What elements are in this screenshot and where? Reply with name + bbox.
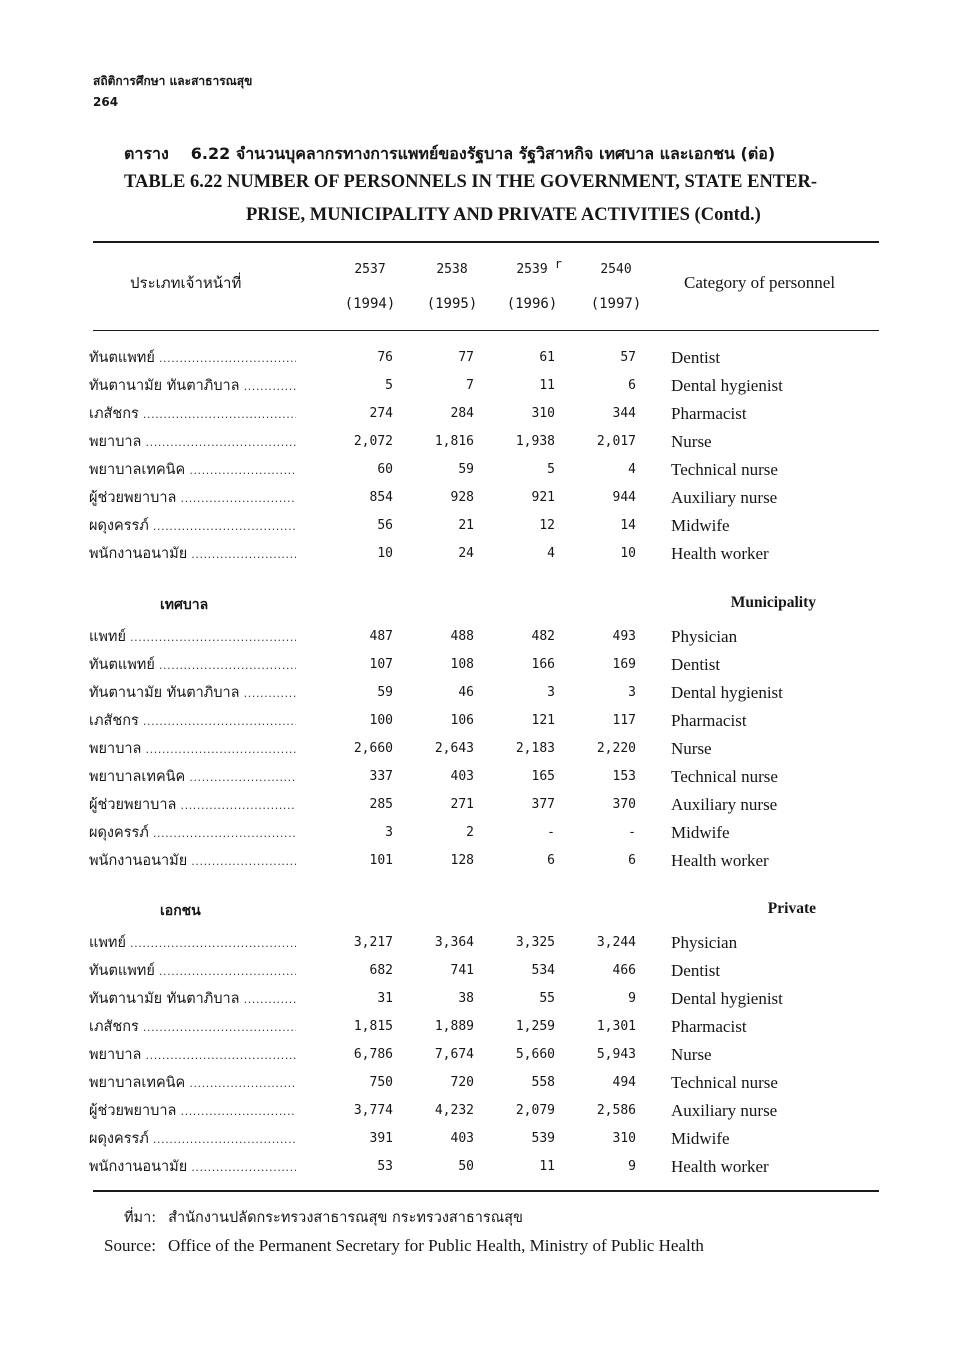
cell-value: 928 [450,490,474,505]
cell-value: 2,072 [353,434,393,449]
row-label-thai: ผดุงครรภ์ ..... [89,1129,296,1150]
row-label-thai: ทันตานามัย ทันตาภิบาล ..... [89,989,296,1010]
cell-value: 12 [539,518,555,533]
row-label-english: Health worker [671,1157,769,1176]
row-label-thai: ทันตแพทย์ ..... [89,348,296,369]
cell-value: 4 [628,462,636,477]
table-title-thai [124,142,775,167]
cell-value: 370 [612,797,636,812]
cell-value: 128 [450,853,474,868]
cell-value: 106 [450,713,474,728]
row-label-thai: พยาบาล ..... [89,739,296,760]
cell-value: 4,232 [434,1103,474,1118]
cell-value: 21 [458,518,474,533]
cell-value: 153 [612,769,636,784]
cell-value: 391 [369,1131,393,1146]
cell-value: 285 [369,797,393,812]
source-label-english: Source: [104,1236,156,1255]
table-bottom-rule [93,1190,879,1192]
row-label-thai: ทันตานามัย ทันตาภิบาล ..... [89,683,296,704]
cell-value: 59 [377,685,393,700]
cell-value: - [547,825,555,840]
cell-value: 1,301 [596,1019,636,1034]
cell-value: 3,244 [596,935,636,950]
cell-value: 56 [377,518,393,533]
cell-value: 11 [539,1159,555,1174]
row-label-thai: เภสัชกร ..... [89,711,296,732]
cell-value: 31 [377,991,393,1006]
cell-value: 487 [369,629,393,644]
cell-value: 6,786 [353,1047,393,1062]
cell-value: 403 [450,1131,474,1146]
cell-value: 1,938 [515,434,555,449]
cell-value: 5 [547,462,555,477]
source-text-english: Office of the Permanent Secretary for Public Health, Ministry of Public Health [167,1236,704,1255]
year-header-ce: (1994) [344,296,396,312]
cell-value: 169 [612,657,636,672]
cell-value: 10 [620,546,636,561]
row-label-english: Nurse [671,432,712,451]
row-label-english: Health worker [671,851,769,870]
cell-value: 6 [628,378,636,393]
cell-value: 403 [450,769,474,784]
source-note-thai [124,1206,523,1229]
row-label-english: Physician [671,627,738,646]
row-label-thai: ผู้ช่วยพยาบาล ..... [89,488,296,509]
year-header-be: 2540 [600,262,632,277]
cell-value: 100 [369,713,393,728]
row-label-thai: ผู้ช่วยพยาบาล ..... [89,1101,296,1122]
cell-value: 59 [458,462,474,477]
cell-value: 24 [458,546,474,561]
cell-value: 166 [531,657,555,672]
row-label-english: Technical nurse [671,767,778,786]
cell-value: 55 [539,991,555,1006]
row-label-english: Technical nurse [671,1073,778,1092]
row-label-english: Nurse [671,739,712,758]
cell-value: 944 [612,490,636,505]
row-label-thai: พยาบาล ..... [89,1045,296,1066]
row-label-thai: พยาบาลเทคนิค ..... [89,1073,296,1094]
row-label-thai: ทันตแพทย์ ..... [89,961,296,982]
row-label-english: Physician [671,933,738,952]
cell-value: 539 [531,1131,555,1146]
cell-value: 271 [450,797,474,812]
cell-value: 1,259 [515,1019,555,1034]
year-header-be: 2539 r [516,257,562,277]
cell-value: 11 [539,378,555,393]
row-label-thai: แพทย์ ..... [89,933,296,954]
section-heading-thai: เทศบาล [160,597,209,613]
cell-value: 482 [531,629,555,644]
revised-mark: r [554,257,562,271]
table-title-english-line2: PRISE, MUNICIPALITY AND PRIVATE ACTIVITIES (Contd.) [246,205,761,225]
cell-value: 60 [377,462,393,477]
cell-value: 377 [531,797,555,812]
row-label-english: Midwife [671,1129,730,1148]
row-label-thai: พยาบาล ..... [89,432,296,453]
cell-value: 7,674 [434,1047,474,1062]
table-title-thai-text: 6.22 จำนวนบุคลากรทางการแพทย์ของรัฐบาล รัฐวิสาหกิจ เทศบาล และเอกชน (ต่อ) [190,144,776,163]
cell-value: 2,183 [515,741,555,756]
cell-value: 10 [377,546,393,561]
row-label-thai: พนักงานอนามัย ..... [89,1157,296,1178]
cell-value: 6 [628,853,636,868]
table-top-rule [93,241,879,243]
row-label-english: Pharmacist [671,404,747,423]
cell-value: 284 [450,406,474,421]
cell-value: 494 [612,1075,636,1090]
cell-value: 9 [628,1159,636,1174]
row-label-english: Dental hygienist [671,989,783,1008]
source-text-thai: สำนักงานปลัดกระทรวงสาธารณสุข กระทรวงสาธารณสุข [168,1210,523,1226]
cell-value: 534 [531,963,555,978]
cell-value: 3,364 [434,935,474,950]
row-label-thai: ผู้ช่วยพยาบาล ..... [89,795,296,816]
cell-value: 14 [620,518,636,533]
cell-value: 337 [369,769,393,784]
cell-value: 50 [458,1159,474,1174]
cell-value: 2,220 [596,741,636,756]
cell-value: 310 [531,406,555,421]
section-heading-english: Municipality [730,594,816,611]
cell-value: 2 [466,825,474,840]
cell-value: 2,643 [434,741,474,756]
section-heading-english: Private [767,900,816,917]
cell-value: 2,660 [353,741,393,756]
row-label-thai: พนักงานอนามัย ..... [89,544,296,565]
cell-value: 1,815 [353,1019,393,1034]
cell-value: 344 [612,406,636,421]
row-label-english: Dentist [671,348,721,367]
cell-value: 720 [450,1075,474,1090]
cell-value: 466 [612,963,636,978]
row-label-english: Nurse [671,1045,712,1064]
table-label-thai: ตาราง [124,144,169,163]
table-title-english-line1: TABLE 6.22 NUMBER OF PERSONNELS IN THE GOVERNMENT, STATE ENTER- [124,172,818,192]
cell-value: 274 [369,406,393,421]
cell-value: 2,586 [596,1103,636,1118]
cell-value: 3,774 [353,1103,393,1118]
row-label-thai: ทันตแพทย์ ..... [89,655,296,676]
year-header-ce: (1995) [426,296,478,312]
row-label-thai: ทันตานามัย ทันตาภิบาล ..... [89,376,296,397]
year-header-ce: (1996) [506,296,558,312]
page-number: 264 [93,95,119,109]
row-label-english: Technical nurse [671,460,778,479]
row-label-english: Auxiliary nurse [671,488,778,507]
cell-value: 9 [628,991,636,1006]
cell-value: 488 [450,629,474,644]
row-label-english: Auxiliary nurse [671,795,778,814]
row-label-thai: เภสัชกร ..... [89,404,296,425]
column-header-thai: ประเภทเจ้าหน้าที่ [130,274,242,292]
cell-value: 682 [369,963,393,978]
cell-value: 741 [450,963,474,978]
cell-value: 310 [612,1131,636,1146]
row-label-thai: ผดุงครรภ์ ..... [89,516,296,537]
cell-value: 77 [458,350,474,365]
table-header-rule [93,330,879,331]
row-label-english: Health worker [671,544,769,563]
column-header-english: Category of personnel [684,273,836,292]
row-label-thai: พยาบาลเทคนิค ..... [89,767,296,788]
row-label-english: Midwife [671,516,730,535]
cell-value: 558 [531,1075,555,1090]
cell-value: 1,816 [434,434,474,449]
cell-value: 7 [466,378,474,393]
cell-value: 108 [450,657,474,672]
cell-value: 76 [377,350,393,365]
running-title: สถิติการศึกษา และสาธารณสุข [93,74,253,88]
row-label-thai: พนักงานอนามัย ..... [89,851,296,872]
cell-value: 121 [531,713,555,728]
cell-value: 3,325 [515,935,555,950]
row-label-english: Dentist [671,961,721,980]
cell-value: 1,889 [434,1019,474,1034]
cell-value: 3 [547,685,555,700]
row-label-thai: แพทย์ ..... [89,627,296,648]
year-header-be: 2538 [436,262,468,277]
cell-value: 6 [547,853,555,868]
cell-value: 165 [531,769,555,784]
cell-value: 53 [377,1159,393,1174]
row-label-thai: พยาบาลเทคนิค ..... [89,460,296,481]
row-label-english: Pharmacist [671,711,747,730]
source-label-thai: ที่มา: [124,1210,157,1226]
cell-value: 57 [620,350,636,365]
section-heading-thai: เอกชน [160,903,201,919]
cell-value: 5 [385,378,393,393]
row-label-english: Dental hygienist [671,683,783,702]
cell-value: 2,079 [515,1103,555,1118]
cell-value: 2,017 [596,434,636,449]
cell-value: 493 [612,629,636,644]
cell-value: 3 [385,825,393,840]
cell-value: 5,943 [596,1047,636,1062]
cell-value: 107 [369,657,393,672]
cell-value: 3 [628,685,636,700]
cell-value: - [628,825,636,840]
cell-value: 38 [458,991,474,1006]
cell-value: 5,660 [515,1047,555,1062]
cell-value: 4 [547,546,555,561]
row-label-english: Pharmacist [671,1017,747,1036]
cell-value: 750 [369,1075,393,1090]
row-label-english: Dental hygienist [671,376,783,395]
cell-value: 46 [458,685,474,700]
row-label-thai: เภสัชกร ..... [89,1017,296,1038]
source-note-english [104,1236,704,1256]
cell-value: 854 [369,490,393,505]
row-label-thai: ผดุงครรภ์ ..... [89,823,296,844]
cell-value: 3,217 [353,935,393,950]
cell-value: 101 [369,853,393,868]
year-header-be: 2537 [354,262,386,277]
cell-value: 117 [612,713,636,728]
row-label-english: Midwife [671,823,730,842]
year-header-ce: (1997) [590,296,642,312]
cell-value: 61 [539,350,555,365]
row-label-english: Auxiliary nurse [671,1101,778,1120]
row-label-english: Dentist [671,655,721,674]
cell-value: 921 [531,490,555,505]
